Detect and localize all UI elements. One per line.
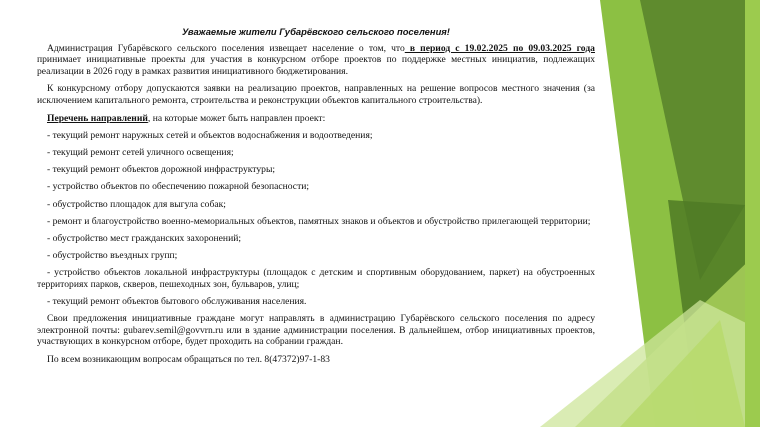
direction-item: - обустройство мест гражданских захоронений; [47,232,241,244]
intro-paragraph [37,43,595,78]
announcement-document [37,26,595,372]
intro-text-after: принимает инициативные проекты для участия в конкурсном отборе проектов по поддержке местных инициатив, подлежащих реализации в 2026 году в рамках развития инициативного бюджетирования. [37,54,595,77]
directions-heading-rest: , на которые может быть направлен проект: [147,112,326,124]
direction-item: - обустройство въездных групп; [47,250,178,262]
direction-item: - устройство объектов локальной инфраструктуры (площадок с детским и спортивным оборудованием, паркет) на обустроенных территориях парков, скверов, пешеходных зон, бульваров, улиц; [37,267,595,290]
direction-item: - текущий ремонт объектов бытового обслуживания населения. [47,296,307,308]
direction-item: - текущий ремонт сетей уличного освещения; [47,146,234,158]
contact-paragraph: По всем возникающим вопросам обращаться по тел. 8(47372)97-1-83 [47,354,330,365]
direction-item: - текущий ремонт наружных сетей и объектов водоснабжения и водоотведения; [47,129,373,141]
directions-heading [37,113,595,125]
announcement-title: Уважаемые жители Губарёвского сельского поселения! [182,26,450,37]
scope-paragraph: К конкурсному отбору допускаются заявки на реализацию проектов, направленных на решение вопросов местного значения (за исключением капитального ремонта, строительства и реконструкции объектов капитального строительства). [37,83,595,106]
direction-item: - текущий ремонт объектов дорожной инфраструктуры; [47,164,276,176]
intro-text-before: Администрация Губарёвского сельского поселения извещает население о том, что [47,42,405,54]
direction-item: - ремонт и благоустройство военно-мемориальных объектов, памятных знаков и объектов и обустройство прилегающей территории; [47,215,591,227]
submission-paragraph: Свои предложения инициативные граждане могут направлять в администрацию Губарёвского сельского поселения по адресу электронной почты: gubarev.semil@govvrn.ru или в здание администрации поселения. В дальнейшем, отбор инициативных проектов, участвующих в конкурсном отборе, будет проходить на собрании граждан. [37,313,595,348]
direction-item: - обустройство площадок для выгула собак; [47,198,226,210]
directions-heading-label: Перечень направлений [47,112,148,124]
decor-facet-right-edge [745,0,760,427]
intro-period-highlight: в период с 19.02.2025 по 09.03.2025 года [404,42,595,54]
direction-item: - устройство объектов по обеспечению пожарной безопасности; [47,181,310,193]
